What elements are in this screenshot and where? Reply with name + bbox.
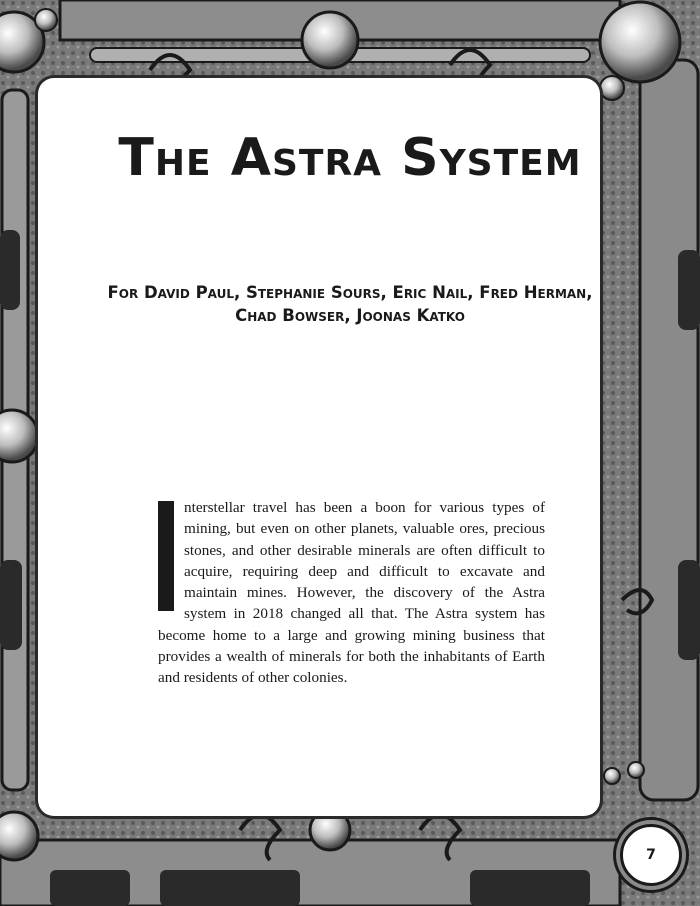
credits-line-1: For David Paul, Stephanie Sours, Eric Nail, Fred Herman, <box>107 283 593 302</box>
intro-paragraph-block <box>158 497 545 689</box>
credits-line-2: Chad Bowser, Joonas Katko <box>235 306 465 325</box>
page-number: 7 <box>646 847 656 863</box>
intro-paragraph: nterstellar travel has been a boon for various types of mining, but even on other planets, valuable ores, precious stones, and other desirable minerals are often difficult to acquire, requiring deep and difficult to excavate and maintain mines. However, the discovery of the Astra system in 2018 changed all that. The Astra system has become home to a large and growing mining business that provides a wealth of minerals for both the inhabitants of Earth and residents of other colonies. <box>158 499 545 687</box>
drop-cap <box>158 501 174 611</box>
page-number-badge <box>620 824 682 886</box>
content-page <box>38 78 600 816</box>
credits <box>60 281 640 327</box>
page-title: The Astra System <box>118 128 582 188</box>
